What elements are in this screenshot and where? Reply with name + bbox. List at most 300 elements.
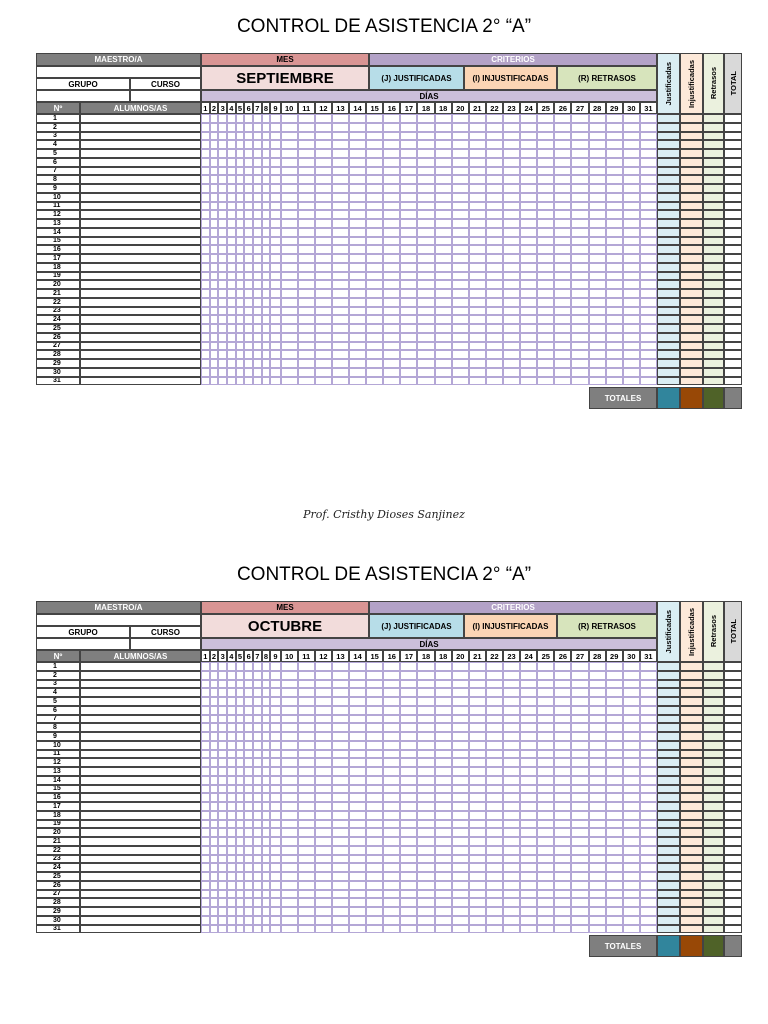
attendance-cell[interactable] (201, 758, 210, 767)
attendance-cell[interactable] (589, 907, 606, 916)
attendance-cell[interactable] (383, 123, 400, 132)
attendance-cell[interactable] (589, 916, 606, 925)
total-cell[interactable] (724, 158, 742, 167)
attendance-cell[interactable] (201, 767, 210, 776)
attendance-cell[interactable] (366, 167, 383, 176)
attendance-cell[interactable] (366, 263, 383, 272)
attendance-cell[interactable] (537, 210, 554, 219)
attendance-cell[interactable] (349, 298, 366, 307)
attendance-cell[interactable] (417, 881, 434, 890)
student-name-cell[interactable] (80, 846, 201, 855)
attendance-cell[interactable] (227, 872, 236, 881)
attendance-cell[interactable] (281, 149, 298, 158)
attendance-cell[interactable] (606, 132, 623, 141)
attendance-cell[interactable] (349, 245, 366, 254)
justificadas-cell[interactable] (657, 715, 680, 724)
attendance-cell[interactable] (623, 767, 640, 776)
attendance-cell[interactable] (315, 715, 332, 724)
attendance-cell[interactable] (469, 167, 486, 176)
injustificadas-cell[interactable] (680, 750, 703, 759)
total-cell[interactable] (724, 820, 742, 829)
attendance-cell[interactable] (366, 123, 383, 132)
attendance-cell[interactable] (366, 158, 383, 167)
attendance-cell[interactable] (236, 776, 245, 785)
attendance-cell[interactable] (537, 723, 554, 732)
injustificadas-cell[interactable] (680, 342, 703, 351)
attendance-cell[interactable] (435, 377, 452, 386)
total-cell[interactable] (724, 140, 742, 149)
attendance-cell[interactable] (554, 132, 571, 141)
attendance-cell[interactable] (383, 132, 400, 141)
attendance-cell[interactable] (417, 785, 434, 794)
attendance-cell[interactable] (270, 280, 280, 289)
attendance-cell[interactable] (452, 289, 469, 298)
attendance-cell[interactable] (210, 298, 219, 307)
attendance-cell[interactable] (315, 828, 332, 837)
attendance-cell[interactable] (623, 890, 640, 899)
attendance-cell[interactable] (417, 298, 434, 307)
attendance-cell[interactable] (469, 245, 486, 254)
attendance-cell[interactable] (606, 289, 623, 298)
attendance-cell[interactable] (554, 350, 571, 359)
attendance-cell[interactable] (298, 872, 315, 881)
attendance-cell[interactable] (281, 767, 298, 776)
attendance-cell[interactable] (469, 272, 486, 281)
attendance-cell[interactable] (366, 907, 383, 916)
attendance-cell[interactable] (218, 925, 227, 934)
student-name-cell[interactable] (80, 758, 201, 767)
attendance-cell[interactable] (537, 898, 554, 907)
retrasos-cell[interactable] (703, 315, 724, 324)
justificadas-cell[interactable] (657, 706, 680, 715)
attendance-cell[interactable] (298, 793, 315, 802)
attendance-cell[interactable] (332, 898, 349, 907)
attendance-cell[interactable] (262, 272, 271, 281)
attendance-cell[interactable] (589, 307, 606, 316)
student-name-cell[interactable] (80, 898, 201, 907)
attendance-cell[interactable] (571, 123, 588, 132)
attendance-cell[interactable] (315, 863, 332, 872)
attendance-cell[interactable] (623, 254, 640, 263)
attendance-cell[interactable] (262, 907, 271, 916)
attendance-cell[interactable] (435, 732, 452, 741)
attendance-cell[interactable] (417, 280, 434, 289)
attendance-cell[interactable] (218, 837, 227, 846)
attendance-cell[interactable] (469, 158, 486, 167)
injustificadas-cell[interactable] (680, 758, 703, 767)
student-name-cell[interactable] (80, 828, 201, 837)
attendance-cell[interactable] (262, 158, 271, 167)
attendance-cell[interactable] (218, 272, 227, 281)
attendance-cell[interactable] (435, 662, 452, 671)
attendance-cell[interactable] (315, 237, 332, 246)
retrasos-cell[interactable] (703, 828, 724, 837)
attendance-cell[interactable] (218, 210, 227, 219)
attendance-cell[interactable] (503, 315, 520, 324)
retrasos-cell[interactable] (703, 732, 724, 741)
attendance-cell[interactable] (349, 333, 366, 342)
attendance-cell[interactable] (281, 741, 298, 750)
attendance-cell[interactable] (452, 245, 469, 254)
attendance-cell[interactable] (262, 837, 271, 846)
student-name-cell[interactable] (80, 210, 201, 219)
attendance-cell[interactable] (571, 324, 588, 333)
attendance-cell[interactable] (262, 706, 271, 715)
total-cell[interactable] (724, 732, 742, 741)
attendance-cell[interactable] (400, 149, 417, 158)
retrasos-cell[interactable] (703, 697, 724, 706)
attendance-cell[interactable] (400, 925, 417, 934)
attendance-cell[interactable] (366, 202, 383, 211)
attendance-cell[interactable] (589, 688, 606, 697)
attendance-cell[interactable] (417, 916, 434, 925)
attendance-cell[interactable] (452, 671, 469, 680)
attendance-cell[interactable] (417, 706, 434, 715)
attendance-cell[interactable] (366, 767, 383, 776)
attendance-cell[interactable] (349, 863, 366, 872)
attendance-cell[interactable] (503, 925, 520, 934)
attendance-cell[interactable] (520, 855, 537, 864)
attendance-cell[interactable] (253, 228, 262, 237)
student-name-cell[interactable] (80, 359, 201, 368)
attendance-cell[interactable] (520, 324, 537, 333)
attendance-cell[interactable] (270, 202, 280, 211)
attendance-cell[interactable] (201, 202, 210, 211)
attendance-cell[interactable] (486, 898, 503, 907)
attendance-cell[interactable] (589, 776, 606, 785)
justificadas-cell[interactable] (657, 688, 680, 697)
attendance-cell[interactable] (417, 662, 434, 671)
attendance-cell[interactable] (210, 706, 219, 715)
attendance-cell[interactable] (332, 123, 349, 132)
attendance-cell[interactable] (383, 776, 400, 785)
total-cell[interactable] (724, 872, 742, 881)
attendance-cell[interactable] (349, 793, 366, 802)
attendance-cell[interactable] (366, 289, 383, 298)
retrasos-cell[interactable] (703, 855, 724, 864)
attendance-cell[interactable] (349, 855, 366, 864)
attendance-cell[interactable] (486, 324, 503, 333)
attendance-cell[interactable] (571, 263, 588, 272)
attendance-cell[interactable] (210, 916, 219, 925)
attendance-cell[interactable] (486, 837, 503, 846)
attendance-cell[interactable] (520, 167, 537, 176)
attendance-cell[interactable] (520, 697, 537, 706)
attendance-cell[interactable] (640, 193, 657, 202)
retrasos-cell[interactable] (703, 820, 724, 829)
attendance-cell[interactable] (236, 324, 245, 333)
retrasos-cell[interactable] (703, 298, 724, 307)
attendance-cell[interactable] (486, 158, 503, 167)
attendance-cell[interactable] (571, 811, 588, 820)
attendance-cell[interactable] (452, 158, 469, 167)
attendance-cell[interactable] (349, 837, 366, 846)
attendance-cell[interactable] (417, 175, 434, 184)
attendance-cell[interactable] (315, 342, 332, 351)
attendance-cell[interactable] (503, 688, 520, 697)
total-cell[interactable] (724, 254, 742, 263)
attendance-cell[interactable] (503, 828, 520, 837)
total-cell[interactable] (724, 697, 742, 706)
attendance-cell[interactable] (640, 741, 657, 750)
attendance-cell[interactable] (503, 149, 520, 158)
attendance-cell[interactable] (349, 184, 366, 193)
attendance-cell[interactable] (236, 263, 245, 272)
attendance-cell[interactable] (417, 767, 434, 776)
student-name-cell[interactable] (80, 872, 201, 881)
attendance-cell[interactable] (236, 785, 245, 794)
total-cell[interactable] (724, 307, 742, 316)
attendance-cell[interactable] (201, 671, 210, 680)
attendance-cell[interactable] (503, 723, 520, 732)
attendance-cell[interactable] (606, 785, 623, 794)
attendance-cell[interactable] (571, 925, 588, 934)
attendance-cell[interactable] (554, 741, 571, 750)
student-name-cell[interactable] (80, 368, 201, 377)
total-cell[interactable] (724, 715, 742, 724)
attendance-cell[interactable] (227, 359, 236, 368)
attendance-cell[interactable] (520, 680, 537, 689)
attendance-cell[interactable] (236, 671, 245, 680)
attendance-cell[interactable] (201, 662, 210, 671)
attendance-cell[interactable] (210, 193, 219, 202)
attendance-cell[interactable] (281, 272, 298, 281)
attendance-cell[interactable] (486, 377, 503, 386)
attendance-cell[interactable] (640, 289, 657, 298)
injustificadas-cell[interactable] (680, 167, 703, 176)
justificadas-cell[interactable] (657, 254, 680, 263)
attendance-cell[interactable] (435, 758, 452, 767)
attendance-cell[interactable] (537, 298, 554, 307)
attendance-cell[interactable] (417, 202, 434, 211)
attendance-cell[interactable] (236, 855, 245, 864)
attendance-cell[interactable] (623, 828, 640, 837)
student-name-cell[interactable] (80, 723, 201, 732)
attendance-cell[interactable] (435, 315, 452, 324)
attendance-cell[interactable] (210, 228, 219, 237)
attendance-cell[interactable] (227, 202, 236, 211)
attendance-cell[interactable] (589, 855, 606, 864)
attendance-cell[interactable] (281, 132, 298, 141)
attendance-cell[interactable] (281, 723, 298, 732)
attendance-cell[interactable] (640, 237, 657, 246)
attendance-cell[interactable] (469, 750, 486, 759)
attendance-cell[interactable] (435, 210, 452, 219)
attendance-cell[interactable] (589, 758, 606, 767)
attendance-cell[interactable] (640, 132, 657, 141)
attendance-cell[interactable] (554, 688, 571, 697)
attendance-cell[interactable] (244, 184, 253, 193)
total-cell[interactable] (724, 898, 742, 907)
attendance-cell[interactable] (606, 342, 623, 351)
retrasos-cell[interactable] (703, 715, 724, 724)
attendance-cell[interactable] (201, 359, 210, 368)
student-name-cell[interactable] (80, 158, 201, 167)
attendance-cell[interactable] (554, 280, 571, 289)
attendance-cell[interactable] (486, 132, 503, 141)
attendance-cell[interactable] (589, 289, 606, 298)
attendance-cell[interactable] (469, 872, 486, 881)
attendance-cell[interactable] (537, 237, 554, 246)
injustificadas-cell[interactable] (680, 280, 703, 289)
attendance-cell[interactable] (253, 132, 262, 141)
justificadas-cell[interactable] (657, 750, 680, 759)
attendance-cell[interactable] (537, 315, 554, 324)
attendance-cell[interactable] (315, 741, 332, 750)
attendance-cell[interactable] (210, 123, 219, 132)
attendance-cell[interactable] (606, 315, 623, 324)
attendance-cell[interactable] (236, 123, 245, 132)
attendance-cell[interactable] (253, 315, 262, 324)
attendance-cell[interactable] (236, 272, 245, 281)
attendance-cell[interactable] (332, 114, 349, 123)
attendance-cell[interactable] (606, 715, 623, 724)
attendance-cell[interactable] (366, 193, 383, 202)
attendance-cell[interactable] (227, 671, 236, 680)
attendance-cell[interactable] (218, 167, 227, 176)
attendance-cell[interactable] (349, 202, 366, 211)
total-cell[interactable] (724, 132, 742, 141)
attendance-cell[interactable] (520, 671, 537, 680)
attendance-cell[interactable] (400, 785, 417, 794)
attendance-cell[interactable] (366, 750, 383, 759)
attendance-cell[interactable] (400, 828, 417, 837)
attendance-cell[interactable] (452, 732, 469, 741)
attendance-cell[interactable] (417, 333, 434, 342)
attendance-cell[interactable] (520, 202, 537, 211)
retrasos-cell[interactable] (703, 333, 724, 342)
attendance-cell[interactable] (640, 671, 657, 680)
attendance-cell[interactable] (469, 132, 486, 141)
attendance-cell[interactable] (606, 167, 623, 176)
attendance-cell[interactable] (227, 863, 236, 872)
attendance-cell[interactable] (623, 289, 640, 298)
attendance-cell[interactable] (503, 811, 520, 820)
justificadas-cell[interactable] (657, 377, 680, 386)
attendance-cell[interactable] (298, 890, 315, 899)
attendance-cell[interactable] (571, 202, 588, 211)
injustificadas-cell[interactable] (680, 219, 703, 228)
attendance-cell[interactable] (270, 158, 280, 167)
total-cell[interactable] (724, 237, 742, 246)
attendance-cell[interactable] (253, 680, 262, 689)
attendance-cell[interactable] (623, 881, 640, 890)
attendance-cell[interactable] (383, 732, 400, 741)
attendance-cell[interactable] (400, 377, 417, 386)
attendance-cell[interactable] (315, 855, 332, 864)
attendance-cell[interactable] (571, 149, 588, 158)
attendance-cell[interactable] (218, 280, 227, 289)
attendance-cell[interactable] (210, 315, 219, 324)
attendance-cell[interactable] (520, 863, 537, 872)
attendance-cell[interactable] (253, 158, 262, 167)
attendance-cell[interactable] (383, 741, 400, 750)
attendance-cell[interactable] (640, 820, 657, 829)
attendance-cell[interactable] (606, 333, 623, 342)
student-name-cell[interactable] (80, 350, 201, 359)
attendance-cell[interactable] (236, 706, 245, 715)
attendance-cell[interactable] (554, 872, 571, 881)
attendance-cell[interactable] (366, 140, 383, 149)
attendance-cell[interactable] (366, 184, 383, 193)
attendance-cell[interactable] (253, 123, 262, 132)
attendance-cell[interactable] (435, 767, 452, 776)
attendance-cell[interactable] (270, 863, 280, 872)
attendance-cell[interactable] (349, 359, 366, 368)
attendance-cell[interactable] (236, 193, 245, 202)
attendance-cell[interactable] (640, 307, 657, 316)
total-cell[interactable] (724, 837, 742, 846)
attendance-cell[interactable] (606, 776, 623, 785)
attendance-cell[interactable] (298, 237, 315, 246)
attendance-cell[interactable] (623, 723, 640, 732)
attendance-cell[interactable] (315, 368, 332, 377)
attendance-cell[interactable] (227, 132, 236, 141)
attendance-cell[interactable] (383, 802, 400, 811)
attendance-cell[interactable] (589, 193, 606, 202)
attendance-cell[interactable] (315, 333, 332, 342)
attendance-cell[interactable] (400, 863, 417, 872)
attendance-cell[interactable] (244, 307, 253, 316)
attendance-cell[interactable] (236, 732, 245, 741)
attendance-cell[interactable] (571, 377, 588, 386)
attendance-cell[interactable] (298, 688, 315, 697)
attendance-cell[interactable] (503, 272, 520, 281)
attendance-cell[interactable] (332, 671, 349, 680)
justificadas-cell[interactable] (657, 280, 680, 289)
attendance-cell[interactable] (400, 184, 417, 193)
injustificadas-cell[interactable] (680, 237, 703, 246)
attendance-cell[interactable] (400, 280, 417, 289)
attendance-cell[interactable] (400, 671, 417, 680)
attendance-cell[interactable] (298, 245, 315, 254)
attendance-cell[interactable] (640, 872, 657, 881)
attendance-cell[interactable] (537, 368, 554, 377)
attendance-cell[interactable] (589, 263, 606, 272)
attendance-cell[interactable] (227, 333, 236, 342)
attendance-cell[interactable] (201, 898, 210, 907)
attendance-cell[interactable] (332, 846, 349, 855)
attendance-cell[interactable] (640, 280, 657, 289)
attendance-cell[interactable] (400, 254, 417, 263)
attendance-cell[interactable] (244, 732, 253, 741)
attendance-cell[interactable] (520, 315, 537, 324)
attendance-cell[interactable] (262, 697, 271, 706)
attendance-cell[interactable] (236, 175, 245, 184)
attendance-cell[interactable] (210, 907, 219, 916)
attendance-cell[interactable] (366, 298, 383, 307)
attendance-cell[interactable] (262, 149, 271, 158)
attendance-cell[interactable] (520, 184, 537, 193)
attendance-cell[interactable] (520, 333, 537, 342)
attendance-cell[interactable] (315, 811, 332, 820)
attendance-cell[interactable] (298, 811, 315, 820)
injustificadas-cell[interactable] (680, 298, 703, 307)
attendance-cell[interactable] (571, 132, 588, 141)
attendance-cell[interactable] (236, 350, 245, 359)
attendance-cell[interactable] (281, 811, 298, 820)
retrasos-cell[interactable] (703, 123, 724, 132)
student-name-cell[interactable] (80, 175, 201, 184)
student-name-cell[interactable] (80, 863, 201, 872)
justificadas-cell[interactable] (657, 767, 680, 776)
justificadas-cell[interactable] (657, 307, 680, 316)
attendance-cell[interactable] (452, 846, 469, 855)
attendance-cell[interactable] (486, 776, 503, 785)
attendance-cell[interactable] (244, 855, 253, 864)
retrasos-cell[interactable] (703, 263, 724, 272)
attendance-cell[interactable] (236, 925, 245, 934)
